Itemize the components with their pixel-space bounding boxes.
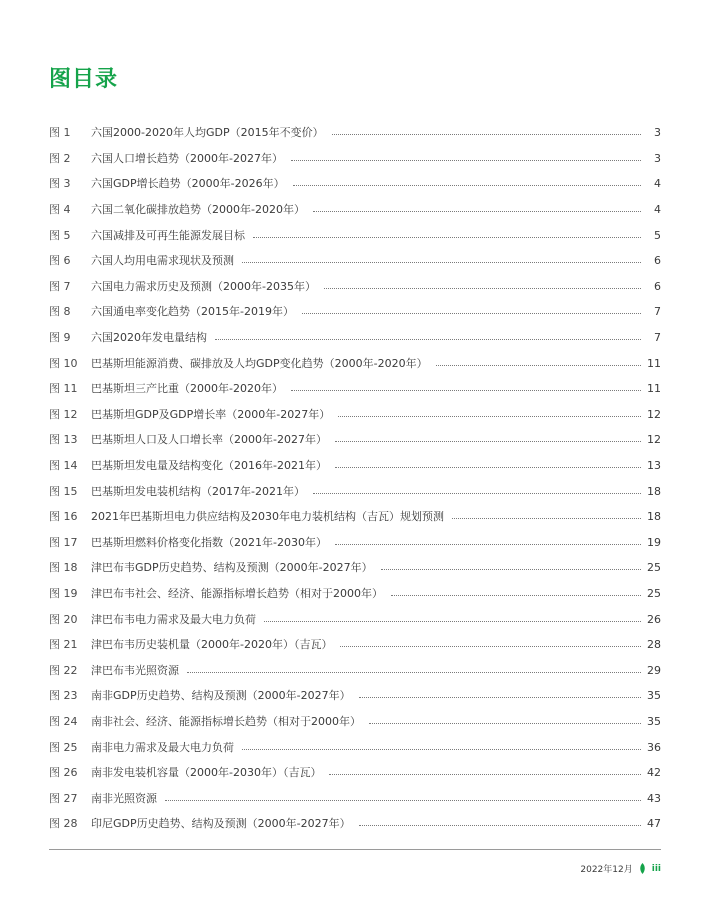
page-ref: 7	[654, 305, 661, 319]
dot-leader	[381, 569, 641, 570]
dot-leader	[369, 723, 641, 724]
toc-entry[interactable]	[49, 299, 661, 325]
page-ref: 4	[654, 177, 661, 191]
figure-title: 六国GDP增长趋势（2000年-2026年）	[91, 177, 285, 191]
figure-title: 巴基斯坦能源消费、碳排放及人均GDP变化趋势（2000年-2020年）	[91, 356, 428, 370]
figure-number: 图 20	[49, 612, 78, 626]
dot-leader	[264, 621, 641, 622]
page-ref: 18	[647, 484, 661, 498]
page-ref: 12	[647, 407, 661, 421]
figure-title: 巴基斯坦三产比重（2000年-2020年）	[91, 382, 283, 396]
figure-number: 图 23	[49, 689, 78, 703]
page-ref: 12	[647, 433, 661, 447]
page-ref: 35	[647, 714, 661, 728]
dot-leader	[436, 365, 641, 366]
toc-entry[interactable]	[49, 402, 661, 428]
figure-title: 六国人均用电需求现状及预测	[91, 254, 234, 268]
figure-title: 津巴布韦电力需求及最大电力负荷	[91, 612, 256, 626]
page-ref: 28	[647, 638, 661, 652]
dot-leader	[338, 416, 641, 417]
toc-entry[interactable]	[49, 453, 661, 479]
page-ref: 36	[647, 740, 661, 754]
dot-leader	[242, 262, 641, 263]
dot-leader	[359, 697, 641, 698]
figure-number: 图 12	[49, 407, 78, 421]
toc-entry[interactable]	[49, 146, 661, 172]
figure-number: 图 26	[49, 766, 78, 780]
page-ref: 35	[647, 689, 661, 703]
figure-number: 图 14	[49, 459, 78, 473]
dot-leader	[332, 134, 641, 135]
toc-entry[interactable]	[49, 325, 661, 351]
toc-entry[interactable]	[49, 504, 661, 530]
dot-leader	[302, 313, 641, 314]
page-number: iii	[651, 863, 661, 874]
figure-title: 巴基斯坦GDP及GDP增长率（2000年-2027年）	[91, 407, 331, 421]
toc-entry[interactable]	[49, 222, 661, 248]
toc-entry[interactable]	[49, 811, 661, 837]
figure-title: 南非光照资源	[91, 791, 157, 805]
page-ref: 29	[647, 663, 661, 677]
figure-title: 六国人口增长趋势（2000年-2027年）	[91, 151, 283, 165]
toc-entry[interactable]	[49, 709, 661, 735]
page-ref: 19	[647, 535, 661, 549]
page-ref: 47	[647, 817, 661, 831]
toc-entry[interactable]	[49, 274, 661, 300]
figure-number: 图 16	[49, 510, 78, 524]
figure-number: 图 28	[49, 817, 78, 831]
toc-entry[interactable]	[49, 478, 661, 504]
dot-leader	[335, 467, 641, 468]
toc-entry[interactable]	[49, 350, 661, 376]
dot-leader	[359, 825, 641, 826]
toc-entry[interactable]	[49, 606, 661, 632]
toc-entry[interactable]	[49, 734, 661, 760]
figure-number: 图 21	[49, 638, 78, 652]
figure-number: 图 1	[49, 126, 71, 140]
page-ref: 25	[647, 561, 661, 575]
page-ref: 43	[647, 791, 661, 805]
page-ref: 4	[654, 203, 661, 217]
page-ref: 5	[654, 228, 661, 242]
figure-title: 南非社会、经济、能源指标增长趋势（相对于2000年）	[91, 714, 361, 728]
toc-entry[interactable]	[49, 171, 661, 197]
figure-title: 六国减排及可再生能源发展目标	[91, 228, 245, 242]
figure-title: 津巴布韦GDP历史趋势、结构及预测（2000年-2027年）	[91, 561, 373, 575]
figure-title: 巴基斯坦发电量及结构变化（2016年-2021年）	[91, 459, 327, 473]
figure-title: 津巴布韦光照资源	[91, 663, 179, 677]
page-ref: 6	[654, 279, 661, 293]
figure-number: 图 27	[49, 791, 78, 805]
dot-leader	[291, 390, 641, 391]
figure-list	[49, 120, 661, 837]
figure-number: 图 10	[49, 356, 78, 370]
dot-leader	[291, 160, 641, 161]
figure-number: 图 22	[49, 663, 78, 677]
figure-title: 巴基斯坦人口及人口增长率（2000年-2027年）	[91, 433, 327, 447]
figure-number: 图 9	[49, 331, 71, 345]
figure-title: 六国2000-2020年人均GDP（2015年不变价）	[91, 126, 324, 140]
page-ref: 3	[654, 126, 661, 140]
page-title: 图目录	[49, 67, 119, 92]
dot-leader	[242, 749, 641, 750]
dot-leader	[187, 672, 641, 673]
toc-entry[interactable]	[49, 530, 661, 556]
toc-entry[interactable]	[49, 683, 661, 709]
page-ref: 3	[654, 151, 661, 165]
dot-leader	[340, 646, 641, 647]
page-footer	[580, 862, 661, 875]
toc-entry[interactable]	[49, 376, 661, 402]
figure-number: 图 13	[49, 433, 78, 447]
page-ref: 11	[647, 382, 661, 396]
toc-entry[interactable]	[49, 555, 661, 581]
footer-date: 2022年12月	[580, 865, 633, 875]
page-ref: 18	[647, 510, 661, 524]
figure-number: 图 19	[49, 586, 78, 600]
figure-title: 六国通电率变化趋势（2015年-2019年）	[91, 305, 294, 319]
dot-leader	[391, 595, 641, 596]
figure-number: 图 24	[49, 714, 78, 728]
toc-entry[interactable]	[49, 120, 661, 146]
dot-leader	[452, 518, 641, 519]
leaf-icon	[639, 863, 646, 874]
dot-leader	[253, 237, 641, 238]
figure-title: 南非电力需求及最大电力负荷	[91, 740, 234, 754]
toc-entry[interactable]	[49, 427, 661, 453]
dot-leader	[215, 339, 641, 340]
figure-number: 图 15	[49, 484, 78, 498]
toc-entry[interactable]	[49, 760, 661, 786]
figure-number: 图 4	[49, 203, 71, 217]
page-ref: 13	[647, 459, 661, 473]
figure-title: 六国电力需求历史及预测（2000年-2035年）	[91, 279, 316, 293]
dot-leader	[313, 211, 641, 212]
dot-leader	[329, 774, 641, 775]
footer-divider	[49, 849, 661, 850]
toc-entry[interactable]	[49, 657, 661, 683]
figure-number: 图 17	[49, 535, 78, 549]
figure-number: 图 8	[49, 305, 71, 319]
dot-leader	[313, 493, 641, 494]
toc-entry[interactable]	[49, 197, 661, 223]
figure-number: 图 3	[49, 177, 71, 191]
toc-entry[interactable]	[49, 248, 661, 274]
figure-number: 图 25	[49, 740, 78, 754]
figure-number: 图 11	[49, 382, 78, 396]
figure-title: 巴基斯坦燃料价格变化指数（2021年-2030年）	[91, 535, 327, 549]
page-ref: 6	[654, 254, 661, 268]
toc-entry[interactable]	[49, 632, 661, 658]
toc-entry[interactable]	[49, 581, 661, 607]
figure-title: 印尼GDP历史趋势、结构及预测（2000年-2027年）	[91, 817, 351, 831]
figure-number: 图 6	[49, 254, 71, 268]
figure-title: 六国2020年发电量结构	[91, 331, 207, 345]
dot-leader	[324, 288, 641, 289]
figure-number: 图 18	[49, 561, 78, 575]
toc-entry[interactable]	[49, 785, 661, 811]
figure-title: 巴基斯坦发电装机结构（2017年-2021年）	[91, 484, 305, 498]
dot-leader	[293, 185, 641, 186]
page-ref: 42	[647, 766, 661, 780]
figure-title: 南非GDP历史趋势、结构及预测（2000年-2027年）	[91, 689, 351, 703]
figure-title: 南非发电装机容量（2000年-2030年）（吉瓦）	[91, 766, 322, 780]
figure-number: 图 2	[49, 151, 71, 165]
page-ref: 26	[647, 612, 661, 626]
figure-number: 图 5	[49, 228, 71, 242]
figure-title: 2021年巴基斯坦电力供应结构及2030年电力装机结构（吉瓦）规划预测	[91, 510, 444, 524]
dot-leader	[165, 800, 641, 801]
page-ref: 7	[654, 331, 661, 345]
figure-title: 津巴布韦社会、经济、能源指标增长趋势（相对于2000年）	[91, 586, 383, 600]
page-ref: 25	[647, 586, 661, 600]
figure-title: 津巴布韦历史装机量（2000年-2020年）（吉瓦）	[91, 638, 333, 652]
dot-leader	[335, 441, 641, 442]
page-ref: 11	[647, 356, 661, 370]
figure-number: 图 7	[49, 279, 71, 293]
dot-leader	[335, 544, 641, 545]
figure-title: 六国二氧化碳排放趋势（2000年-2020年）	[91, 203, 305, 217]
